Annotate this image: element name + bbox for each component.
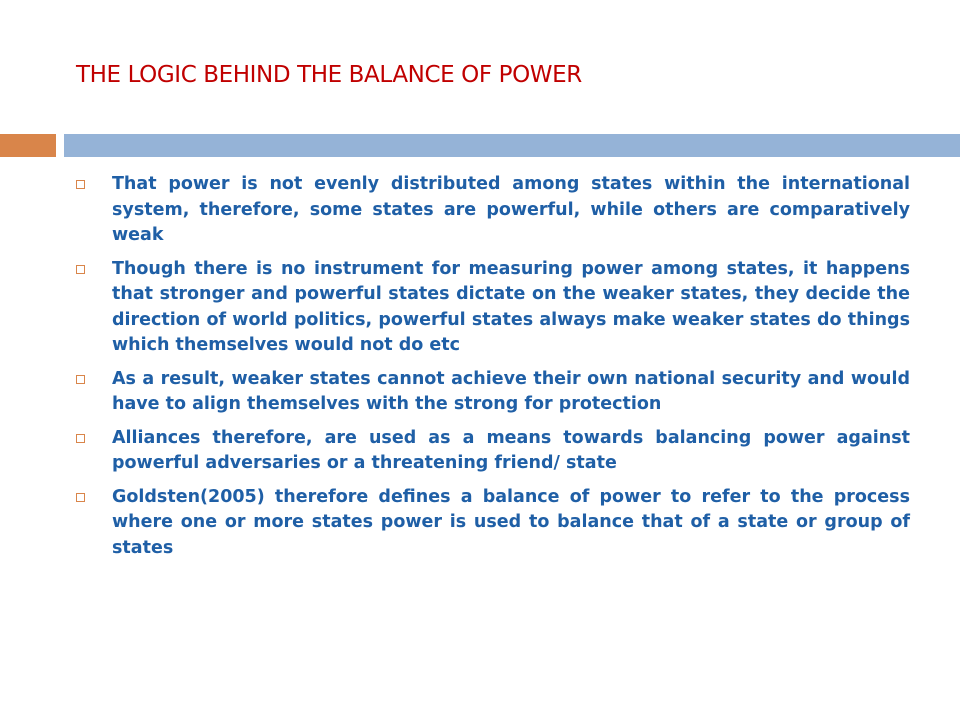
accent-bar-orange bbox=[0, 134, 56, 157]
bullet-text: Alliances therefore, are used as a means towards balancing power against powerful adversaries or a threatening friend/ state bbox=[112, 427, 910, 473]
bullet-item bbox=[76, 367, 910, 418]
bullet-item bbox=[76, 426, 910, 477]
bullet-list bbox=[76, 172, 910, 569]
bullet-item bbox=[76, 172, 910, 249]
hollow-square-icon bbox=[76, 265, 85, 274]
bullet-text: Though there is no instrument for measuring power among states, it happens that stronger and powerful states dictate on the weaker states, they decide the direction of world politics, powerful states always make weaker states do things which themselves would not do etc bbox=[112, 258, 910, 355]
hollow-square-icon bbox=[76, 434, 85, 443]
bullet-text: That power is not evenly distributed among states within the international system, therefore, some states are powerful, while others are comparatively weak bbox=[112, 174, 910, 245]
hollow-square-icon bbox=[76, 493, 85, 502]
bullet-item bbox=[76, 485, 910, 562]
hollow-square-icon bbox=[76, 375, 85, 384]
bullet-text: Goldsten(2005) therefore defines a balance of power to refer to the process where one or more states power is used to balance that of a state or group of states bbox=[112, 486, 910, 558]
slide-title: THE LOGIC BEHIND THE BALANCE OF POWER bbox=[76, 62, 582, 88]
accent-bar-blue bbox=[64, 134, 960, 157]
hollow-square-icon bbox=[76, 180, 85, 189]
bullet-item bbox=[76, 257, 910, 359]
bullet-text: As a result, weaker states cannot achieve their own national security and would have to align themselves with the strong for protection bbox=[112, 368, 910, 414]
